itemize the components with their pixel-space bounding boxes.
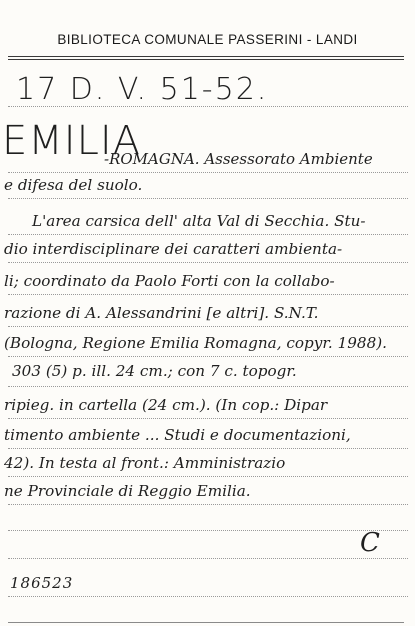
header-rule bbox=[8, 56, 404, 57]
ruled-line bbox=[8, 294, 408, 295]
ruled-line bbox=[8, 106, 408, 107]
ruled-line bbox=[8, 234, 408, 235]
card-text-line-5: razione di A. Alessandrini [e altri]. S.N.T. bbox=[4, 304, 319, 322]
ruled-line bbox=[8, 326, 408, 327]
ruled-line bbox=[8, 172, 408, 173]
card-text-line-4: li; coordinato da Paolo Forti con la collabo- bbox=[4, 272, 335, 290]
ruled-line bbox=[8, 386, 408, 387]
ruled-line bbox=[8, 356, 408, 357]
card-bottom-edge bbox=[8, 622, 404, 623]
card-text-line-3: dio interdisciplinare dei caratteri ambienta- bbox=[4, 240, 343, 258]
header-rule-double bbox=[8, 59, 404, 60]
ruled-line bbox=[8, 262, 408, 263]
card-text-line-8: ripieg. in cartella (24 cm.). (In cop.: Dipar bbox=[4, 396, 328, 414]
ruled-line bbox=[8, 504, 408, 505]
heading-main: EMILIA bbox=[2, 118, 142, 164]
card-text-line-2: L'area carsica dell' alta Val di Secchia. Stu- bbox=[32, 212, 366, 230]
accession-number: 186523 bbox=[10, 574, 74, 592]
ruled-line bbox=[8, 418, 408, 419]
heading-rest: -ROMAGNA. Assessorato Ambiente bbox=[104, 150, 373, 168]
ruled-line bbox=[8, 596, 408, 597]
ruled-line bbox=[8, 530, 408, 531]
ruled-line bbox=[8, 448, 408, 449]
card-text-line-10: 42). In testa al front.: Amministrazio bbox=[4, 454, 286, 472]
library-header: BIBLIOTECA COMUNALE PASSERINI - LANDI bbox=[57, 32, 358, 47]
ruled-line bbox=[8, 476, 408, 477]
card-text-line-9: timento ambiente ... Studi e documentazioni, bbox=[4, 426, 351, 444]
card-text-line-11: ne Provinciale di Reggio Emilia. bbox=[4, 482, 251, 500]
card-text-line-7: 303 (5) p. ill. 24 cm.; con 7 c. topogr. bbox=[12, 362, 297, 380]
shelfmark: 17 D. V. 51-52. bbox=[16, 72, 269, 107]
card-text-line-6: (Bologna, Regione Emilia Romagna, copyr. 1988). bbox=[4, 334, 387, 352]
card-text-line-1: e difesa del suolo. bbox=[4, 176, 143, 194]
ruled-line bbox=[8, 198, 408, 199]
ruled-line bbox=[8, 558, 408, 559]
cataloguer-mark: C bbox=[360, 528, 380, 558]
